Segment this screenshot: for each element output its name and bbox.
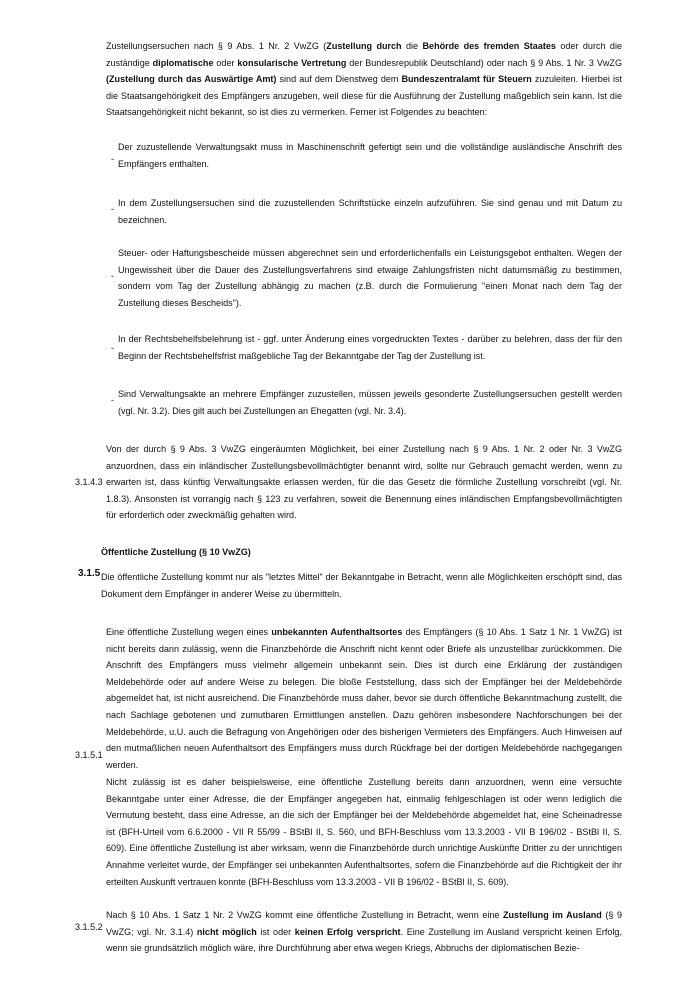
bold-run: keinen Erfolg verspricht [294, 926, 401, 937]
bullet-item: Steuer- oder Haftungsbescheide müssen abgerechnet sein und erforderlichenfalls ein Leistungsgebot enthalten. Wegen der Ungewissheit über die Dauer des Zustellungsverfahrens sind etwaige Zahlungsfristen nicht datumsmäßig zu bestimmen, sondern vom Tag der Zustellung abhängig zu machen (z.B. durch die Formulierung "einen Monat nach dem Tag der Zustellung dieses Bescheids"). [118, 248, 622, 308]
bullet-item: Der zuzustellende Verwaltungsakt muss in Maschinenschrift gefertigt sein und die vollständige ausländische Anschrift des Empfängers enthalten. [118, 142, 622, 169]
section-paragraph: Die öffentliche Zustellung kommt nur als "letztes Mittel" der Bekanntgabe in Betracht, wenn alle Möglichkeiten erschöpft sind, das Dokument dem Empfänger in anderer Weise zu übermitteln. [101, 572, 622, 599]
text-run: Eine öffentliche Zustellung wegen eines [106, 627, 272, 637]
section-number: 3.1.5.1 [75, 750, 103, 760]
text-run: oder [213, 57, 238, 68]
section-paragraph [106, 624, 622, 773]
bold-run: (Zustellung durch das Auswärtige Amt) [106, 74, 277, 85]
bullet-dash: - [111, 343, 114, 353]
bold-run: nicht möglich [196, 926, 257, 937]
text-run: Nach § 10 Abs. 1 Satz 1 Nr. 2 VwZG kommt eine öffentliche Zustellung in Betracht, wenn eine [106, 910, 503, 920]
bullet-item: In dem Zustellungsersuchen sind die zuzustellenden Schriftstücke einzeln aufzuführen. Sie sind genau und mit Datum zu bezeichnen. [118, 198, 622, 225]
bold-run: konsularische Vertretung [237, 57, 347, 68]
text-run: des Empfängers (§ 10 Abs. 1 Satz 1 Nr. 1 VwZG) ist nicht bereits dann zulässig, wenn die Finanzbehörde die Anschrift nicht kennt oder Briefe als unzustellbar zurückkommen. Die Anschrift des Empfängers muss vielmehr allgemein unbekannt sein. Dies ist durch eine Erklärung der zuständigen Meldebehörde oder auf andere Weise zu belegen. Die bloße Feststellung, dass sich der Empfänger bei der Meldebehörde abgemeldet hat, ist nicht ausreichend. Die Finanzbehörde muss daher, bevor sie durch öffentliche Bekanntmachung zustellt, die nach Sachlage gebotenen und zumutbaren Ermittlungen anstellen. Dazu gehören insbesondere Nachforschungen bei der Meldebehörde, u.U. auch die Befragung von Angehörigen oder des bisherigen Vermieters des Empfängers. Auch Hinweisen auf den mutmaßlichen neuen Aufenthaltsort des Empfängers muss durch Rückfrage bei der dortigen Meldebehörde nachgegangen werden. [106, 627, 623, 770]
bullet-dash: - [111, 271, 114, 281]
text-run: . Eine Zustellung im Ausland verspricht keinen Erfolg, wenn sie grundsätzlich möglich wäre, ihre Durchführung aber etwa wegen Kriegs, Abbruchs der diplomatischen Bezie- [106, 926, 622, 954]
section-paragraph: Von der durch § 9 Abs. 3 VwZG eingeräumten Möglichkeit, bei einer Zustellung nach § 9 Abs. 1 Nr. 2 oder Nr. 3 VwZG anzuordnen, dass ein inländischer Zustellungsbevollmächtigter benannt wird, sollte nur Gebrauch gemacht werden, wenn zu erwarten ist, dass künftig Verwaltungsakte erlassen werden, für die das Gesetz die förmliche Zustellung vorschreibt (vgl. Nr. 1.8.3). Ansonsten ist vorrangig nach § 123 zu verfahren, soweit die Benennung eines inländischen Empfangsbevollmächtigten für erforderlich oder zweckmäßig gehalten wird. [106, 444, 622, 521]
section-paragraph: Nicht zulässig ist es daher beispielsweise, eine öffentliche Zustellung bereits dann anzuordnen, wenn eine versuchte Bekanntgabe unter einer Adresse, die der Empfänger angegeben hat, einmalig fehlgeschlagen ist oder wenn lediglich die Vermutung besteht, dass eine Adresse, an die sich der Empfänger bei der Meldebehörde abgemeldet hat, eine Scheinadresse ist (BFH-Urteil vom 6.6.2000 - VII R 55/99 - BStBl II, S. 560, und BFH-Beschluss vom 13.3.2003 - VII B 196/02 - BStBl II, S. 609). Eine öffentliche Zustellung ist aber wirksam, wenn die Finanzbehörde durch unrichtige Auskünfte Dritter zu der unrichtigen Annahme verleitet wurde, der Empfänger sei unbekannten Aufenthaltsortes, sofern die Finanzbehörde auf die Richtigkeit der ihr erteilten Auskunft vertrauen konnte (BFH-Beschluss vom 13.3.2003 - VII B 196/02 - BStBl II, S. 609). [106, 777, 622, 887]
text-run: sind auf dem Dienstweg dem [276, 74, 402, 85]
bullet-dash: - [111, 395, 114, 405]
text-run: oder durch die zuständige [106, 41, 622, 68]
text-run: zuzuleiten. Hierbei ist die Staatsangehörigkeit des Empfängers anzugeben, weil diese für die Ausführung der Zustellung maßgeblich sein kann. Ist die Staatsangehörigkeit nicht bekannt, so ist dies zu vermerken. Ferner ist Folgendes zu beachten: [106, 74, 622, 118]
bold-run: Bundeszentralamt für Steuern [401, 74, 532, 85]
text-run: der Bundesrepublik Deutschland) oder nach § 9 Abs. 1 Nr. 3 VwZG [346, 57, 622, 68]
bold-run: unbekannten Aufenthaltsortes [271, 627, 403, 637]
text-run: die [401, 41, 423, 51]
bold-run: diplomatische [152, 57, 214, 68]
bullet-item: In der Rechtsbehelfsbelehrung ist - ggf. unter Änderung eines vorgedruckten Textes - darüber zu belehren, dass der für den Beginn der Rechtsbehelfsfrist maßgebliche Tag der Bekanntgabe der Tag der Zustellung ist. [118, 334, 622, 361]
text-run: ist oder [256, 926, 295, 937]
section-number: 3.1.5.2 [75, 922, 103, 932]
section-heading: Öffentliche Zustellung (§ 10 VwZG) [101, 547, 251, 557]
bold-run: Behörde des fremden Staates [422, 41, 556, 51]
bullet-item: Sind Verwaltungsakte an mehrere Empfänger zuzustellen, müssen jeweils gesonderte Zustellungsersuchen gestellt werden (vgl. Nr. 3.2). Dies gilt auch bei Zustellungen an Ehegatten (vgl. Nr. 3.4). [118, 389, 622, 416]
section-number: 3.1.5 [78, 568, 101, 579]
bullet-dash: - [111, 204, 114, 214]
text-run: (§ 9 VwZG; vgl. Nr. 3.1.4) [106, 910, 623, 937]
bold-run: Zustellung durch [326, 41, 402, 51]
section-paragraph [106, 907, 622, 957]
section-number: 3.1.4.3 [75, 477, 103, 487]
text-run: Zustellungsersuchen nach § 9 Abs. 1 Nr. 2 VwZG ( [106, 41, 327, 51]
intro-paragraph [106, 38, 622, 121]
bullet-dash: - [111, 154, 114, 164]
bold-run: Zustellung im Ausland [503, 910, 602, 920]
